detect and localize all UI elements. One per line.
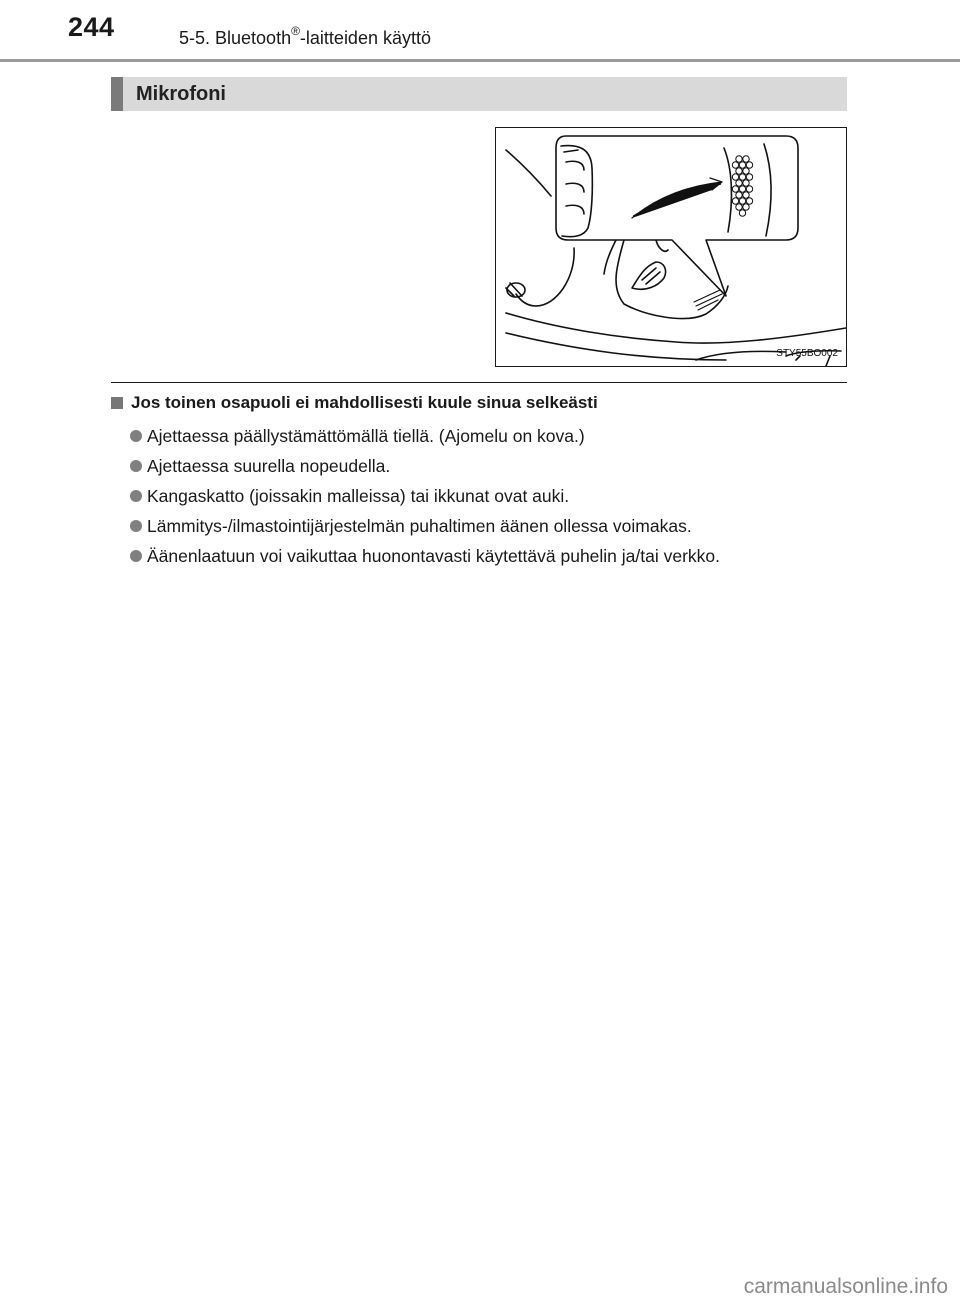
list-item-text: Kangaskatto (joissakin malleissa) tai ikkunat ovat auki.: [147, 485, 570, 506]
chapter-suffix: -laitteiden käyttö: [299, 28, 431, 48]
bullet-dot-icon: [130, 550, 142, 562]
list-item-text: Ajettaessa suurella nopeudella.: [147, 455, 391, 476]
microphone-illustration-icon: [496, 128, 846, 366]
watermark: carmanualsonline.info: [743, 1275, 948, 1298]
header-rule: [0, 59, 960, 62]
registered-mark: ®: [291, 24, 300, 38]
list-item: [130, 511, 720, 541]
bullet-dot-icon: [130, 520, 142, 532]
chapter-prefix: 5-5. Bluetooth: [179, 28, 292, 48]
list-item: [130, 451, 720, 481]
list-item: [130, 541, 720, 571]
figure-code: STY55BO002: [776, 348, 838, 359]
note-heading-text: Jos toinen osapuoli ei mahdollisesti kuule sinua selkeästi: [131, 393, 598, 412]
page-number: 244: [68, 12, 115, 42]
microphone-figure: [495, 127, 847, 367]
list-item-text: Lämmitys-/ilmastointijärjestelmän puhaltimen äänen ollessa voimakas.: [147, 515, 692, 536]
bullet-dot-icon: [130, 490, 142, 502]
list-item-text: Ajettaessa päällystämättömällä tiellä. (Ajomelu on kova.): [147, 425, 585, 446]
note-list: [130, 421, 720, 571]
bullet-dot-icon: [130, 430, 142, 442]
section-divider: [111, 382, 847, 383]
section-title: Mikrofoni: [136, 83, 226, 105]
chapter-title: [179, 26, 431, 49]
list-item-text: Äänenlaatuun voi vaikuttaa huonontavasti käytettävä puhelin ja/tai verkko.: [147, 545, 721, 566]
bullet-dot-icon: [130, 460, 142, 472]
section-accent: [111, 77, 123, 111]
list-item: [130, 481, 720, 511]
square-bullet-icon: [111, 397, 123, 409]
list-item: [130, 421, 720, 451]
note-heading: [111, 393, 598, 413]
section-heading-bar: [111, 77, 847, 111]
